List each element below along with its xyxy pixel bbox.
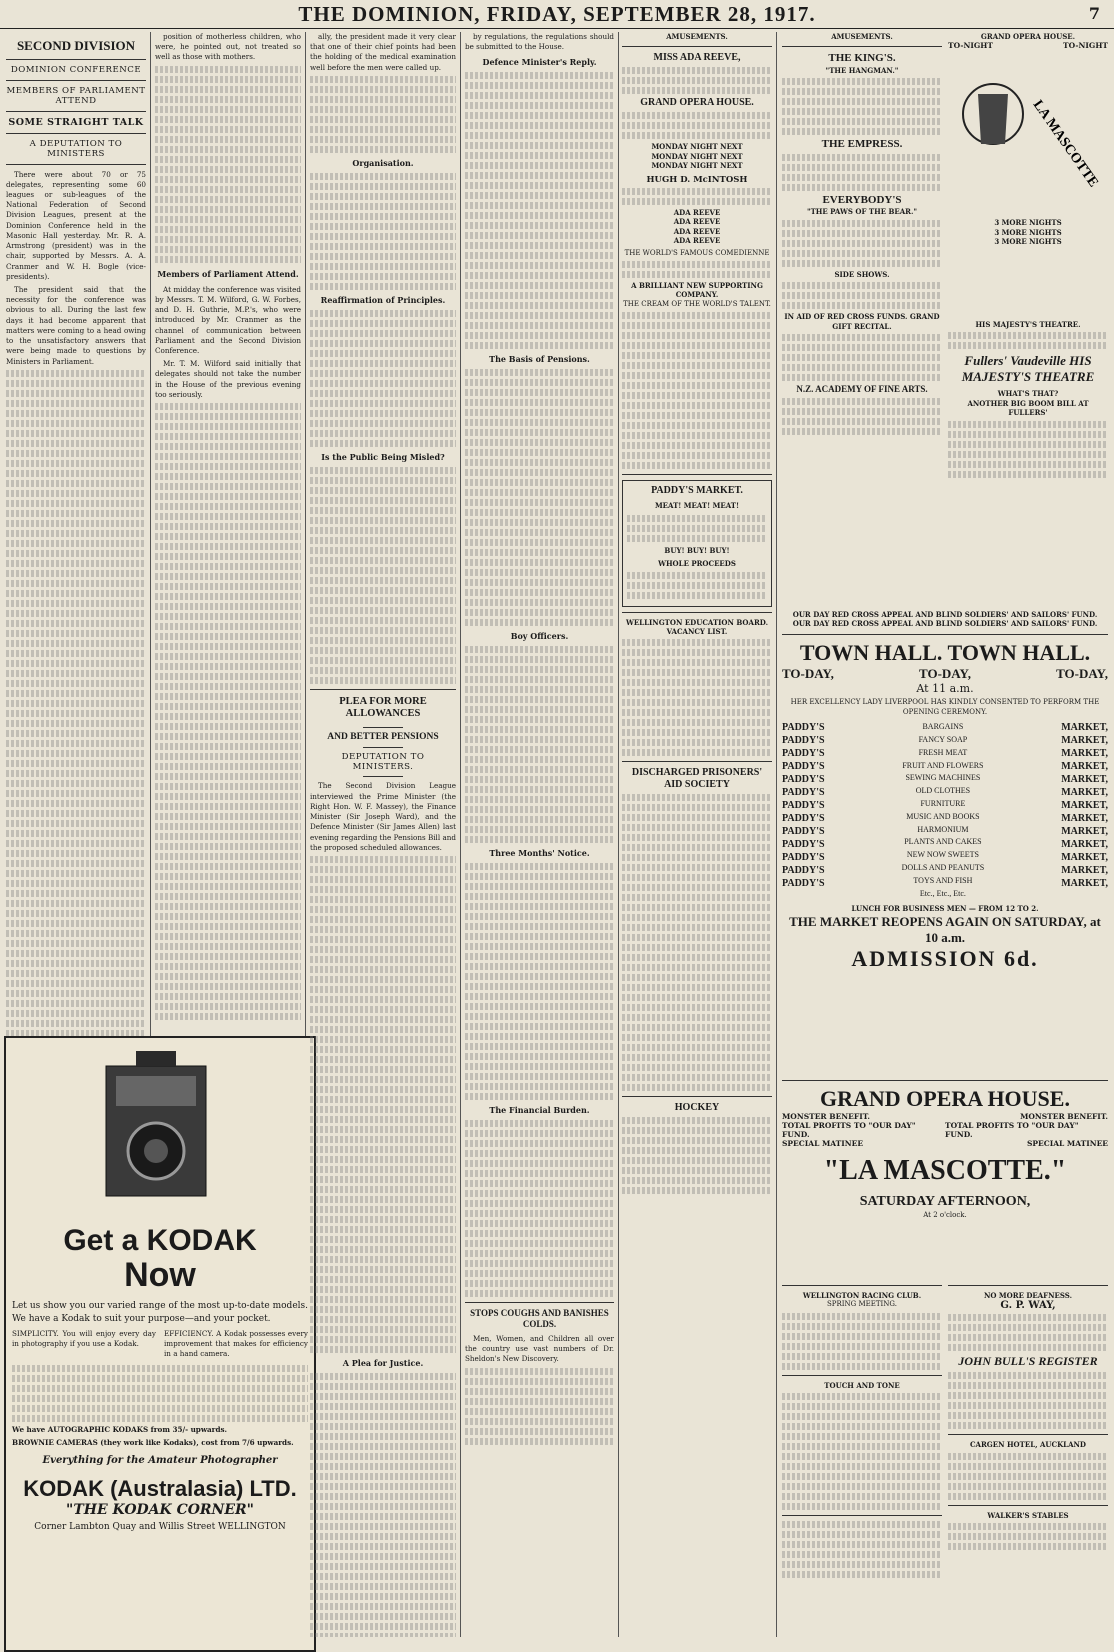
market-label: MARKET, [1061,878,1108,890]
kodak-corner: "THE KODAK CORNER" [66,1501,254,1518]
column-rule [776,32,777,1637]
article-paragraph: The president said that the necessity for the conference was obvious to all. During the last few days it had become apparent that matters were coming to a head owing to the unsatisfactory answers that were being made to questions by Ministers in Parliament. [6,285,146,366]
ad-line: TOTAL PROFITS TO "OUR DAY" FUND. [782,1121,916,1140]
paddys-market-list [782,721,1108,900]
ad-line: At 2 o'clock. [923,1210,967,1219]
ad-line: IN AID OF RED CROSS FUNDS. GRAND GIFT RECITAL. [784,312,940,331]
town-hall-title: TOWN HALL. TOWN HALL. [799,639,1091,665]
market-label: MARKET, [1061,800,1108,812]
goods-item: PLANTS AND CAKES [904,837,982,847]
goods-item: TOYS AND FISH [913,875,973,885]
paddys-label: PADDY'S [782,735,825,747]
paddys-label: PADDY'S [782,839,825,851]
ad-line: BUY! BUY! BUY! [664,545,730,555]
article-body-text [6,370,146,1047]
paddys-label: PADDY'S [782,878,825,890]
ad-line: ADA REEVE [673,217,721,227]
article-subhead: Boy Officers. [510,631,569,642]
article-subhead: DEPUTATION TO MINISTERS. [341,752,425,773]
ad-headline: DISCHARGED PRISONERS' AID SOCIETY [631,767,763,791]
article-subhead: Members of Parliament Attend. [157,268,299,279]
town-hall-ad [782,610,1108,1070]
ad-line: 3 MORE NIGHTS [994,218,1062,228]
today-label: TO-DAY, [1056,666,1108,682]
ad-line: SPECIAL MATINEE [1026,1139,1108,1149]
article-subhead: A Plea for Justice. [342,1357,424,1368]
ad-headline: THE KING'S. [828,52,896,65]
ad-headline: N.Z. ACADEMY OF FINE ARTS. [796,384,928,395]
ad-line: WHAT'S THAT? [997,389,1059,399]
market-label: MARKET, [1061,839,1108,851]
article-body-text [155,403,301,1022]
today-label: TO-DAY, [782,666,834,682]
article-subhead: DOMINION CONFERENCE [10,64,142,75]
column-4 [465,32,614,1637]
goods-item: BARGAINS [922,722,964,732]
ad-line: ADA REEVE [673,207,721,217]
ad-line: TOTAL PROFITS TO "OUR DAY" FUND. [945,1121,1079,1140]
goods-column [902,721,985,900]
ad-headline: GRAND OPERA HOUSE. [980,32,1076,41]
market-label: MARKET, [1061,826,1108,838]
ad-line: "THE HANGMAN." [825,65,899,75]
goods-item: FURNITURE [920,798,966,808]
column-rule [460,32,461,1637]
paddys-label: PADDY'S [782,800,825,812]
market-label: MARKET, [1061,761,1108,773]
saturday-afternoon: SATURDAY AFTERNOON, [859,1193,1031,1209]
kodak-body-text [12,1365,308,1422]
ad-line: WHOLE PROCEEDS [658,559,736,569]
market-column [1061,721,1108,900]
paddys-label: PADDY'S [782,865,825,877]
column-5 [622,32,772,1637]
article-subhead: AND BETTER PENSIONS [327,732,439,743]
market-label: MARKET, [1061,813,1108,825]
ad-headline: NO MORE DEAFNESS. [983,1291,1073,1300]
paddys-label: PADDY'S [782,761,825,773]
majesty-ad [948,320,1108,560]
masthead [0,0,1114,29]
goods-item: FANCY SOAP [918,734,968,744]
ad-line: THE WORLD'S FAMOUS COMEDIENNE [624,248,770,257]
ad-line: MONDAY NIGHT NEXT [651,142,743,152]
market-label: MARKET, [1061,865,1108,877]
ad-headline: HIS MAJESTY'S THEATRE. [975,320,1081,329]
goods-item: HARMONIUM [917,824,969,834]
ad-line: ADA REEVE [673,236,721,246]
column-rule [618,32,619,1637]
ad-headline: CARGEN HOTEL, AUCKLAND [969,1440,1087,1450]
paddys-label: PADDY'S [782,774,825,786]
ad-line: HUGH D. McINTOSH [646,174,748,185]
market-label: MARKET, [1061,735,1108,747]
time-label: At 11 a.m. [916,682,974,696]
section-label: AMUSEMENTS. [666,32,728,41]
ad-headline: WALKER'S STABLES [987,1510,1069,1520]
ad-line: "THE PAWS OF THE BEAR." [806,207,918,217]
kodak-headline: Get a KODAK [63,1224,257,1257]
market-label: MARKET, [1061,852,1108,864]
ad-headline: MISS ADA REEVE, [653,52,741,64]
article-paragraph: ally, the president made it very clear that one of their chief points had been the holding of the medical examination well before the men were called up. [310,32,456,72]
kodak-company: KODAK (Australasia) LTD. [23,1475,297,1501]
goods-item: OLD CLOTHES [915,786,971,796]
ad-line: SIDE SHOWS. [834,269,890,279]
goods-item: MUSIC AND BOOKS [906,811,980,821]
today-label: TO-DAY, [919,666,971,682]
ad-headline: WELLINGTON RACING CLUB. [802,1291,922,1300]
bottom-right-col-b [948,1280,1108,1640]
column-6 [782,32,942,632]
stops-coughs-headline: STOPS COUGHS AND BANISHES COLDS. [470,1308,609,1330]
column-3 [310,32,456,1637]
kodak-price: We have AUTOGRAPHIC KODAKS from 35/- upwards. [12,1425,228,1435]
goods-item: SEWING MACHINES [905,773,981,783]
paddys-label: PADDY'S [782,787,825,799]
paddys-label: PADDY'S [782,748,825,760]
ad-headline: HOCKEY [674,1102,720,1114]
ad-line: MEAT! MEAT! MEAT! [654,501,740,511]
ad-line: SPECIAL MATINEE [782,1139,864,1149]
admission-line: ADMISSION 6d. [851,945,1039,971]
market-label: MARKET, [1061,748,1108,760]
paddys-label: PADDY'S [782,852,825,864]
paddys-column [782,721,825,900]
kodak-address: Corner Lambton Quay and Willis Street WELLINGTON [34,1521,286,1532]
goods-item: FRUIT AND FLOWERS [902,760,984,770]
ad-line: SPRING MEETING. [827,1300,897,1309]
ad-line: TO-NIGHT [948,41,993,51]
masthead-title: THE DOMINION, FRIDAY, SEPTEMBER 28, 1917. [298,2,816,26]
article-subhead: A DEPUTATION TO MINISTERS [29,138,123,159]
kodak-advertisement [4,1036,316,1652]
paddys-label: PADDY'S [782,722,825,734]
article-paragraph: position of motherless children, who were, he pointed out, not treated so well as those with mothers. [155,32,301,62]
fullers-logo: Fullers' Vaudeville HIS MAJESTY'S THEATRE [961,353,1095,385]
goods-item: DOLLS AND PEANUTS [901,862,985,872]
column-8-top [1030,32,1108,332]
camera-illustration-icon [96,1046,216,1216]
bottom-right-col-a [782,1280,942,1640]
article-subhead: Defence Minister's Reply. [482,57,597,68]
ad-line: 3 MORE NIGHTS [994,227,1062,237]
ad-line: MONSTER BENEFIT. [1020,1112,1108,1122]
article-subhead: Three Months' Notice. [489,848,590,859]
goods-item: FRESH MEAT [918,747,968,757]
la-mascotte-title: "LA MASCOTTE." [823,1155,1067,1187]
ad-line: MONSTER BENEFIT. [782,1112,870,1122]
article-paragraph: There were about 70 or 75 delegates, representing some 60 leagues or sub-leagues of the National Federation of Second Division Leagues, present at the Dominion Conference held in the Masonic Hall yesterday. Mr. R. A. Armstrong (president) was in the chair, supported by Messrs. A. A. Cranmer and W. H. Bogle (vice-presidents). [6,169,146,281]
grand-opera-title: GRAND OPERA HOUSE. [820,1086,1070,1111]
paddys-label: PADDY'S [782,813,825,825]
ad-headline: TOUCH AND TONE [824,1380,900,1390]
article-headline: PLEA FOR MORE ALLOWANCES [339,695,427,720]
ad-line: ANOTHER BIG BOOM BILL AT FULLERS' [967,398,1089,418]
our-day-banner: OUR DAY RED CROSS APPEAL AND BLIND SOLDIERS' AND SAILORS' FUND. [792,610,1098,619]
ad-headline: WELLINGTON EDUCATION BOARD. VACANCY LIST. [625,617,769,636]
ad-line: THE CREAM OF THE WORLD'S TALENT. [623,299,771,308]
column-2 [155,32,301,1022]
article-subhead: Is the Public Being Misled? [321,451,445,462]
kodak-headline-now: Now [124,1256,196,1294]
article-headline: SECOND DIVISION [16,38,136,53]
la-mascotte-label: LA MASCOTTE [1029,98,1101,191]
article-paragraph: At midday the conference was visited by Messrs. T. M. Wilford, G. W. Forbes, and D. H. Guthrie, M.P.'s, who were introduced by Mr. Cranmer as the channel of communication between Parliament and the Second Division Conference. [155,284,301,355]
article-paragraph: The Second Division League interviewed the Prime Minister (the Right Hon. W. F. Massey), the Finance Minister (Sir Joseph Ward), and the Defence Minister (Sir James Allen) last evening regarding the Pensions Bill and the proposed scheduled allowances. [310,781,456,852]
ad-line: MONDAY NIGHT NEXT [651,161,743,171]
article-subhead: MEMBERS OF PARLIAMENT ATTEND [6,85,146,106]
stops-coughs-copy: Men, Women, and Children all over the country use vast numbers of Dr. Sheldon's New Discovery. [465,1334,614,1364]
article-subhead: The Basis of Pensions. [489,354,590,365]
article-subhead: SOME STRAIGHT TALK [8,116,144,128]
lunch-line: LUNCH FOR BUSINESS MEN — FROM 12 TO 2. [851,904,1039,914]
opening-ceremony: HER EXCELLENCY LADY LIVERPOOL HAS KINDLY CONSENTED TO PERFORM THE OPENING CEREMONY. [790,698,1100,716]
article-paragraph: Mr. T. M. Wilford said initially that delegates should not take the number in the House of the previous evening too seriously. [155,359,301,399]
ad-headline: EVERYBODY'S [822,194,902,207]
article-body-text [155,66,301,263]
kodak-brownie: BROWNIE CAMERAS (they work like Kodaks), cost from 7/6 upwards. [12,1438,294,1448]
article-subhead: The Financial Burden. [489,1105,590,1116]
goods-item: Etc., Etc., Etc. [919,888,966,898]
ad-headline: THE EMPRESS. [821,138,903,151]
article-subhead: Reaffirmation of Principles. [320,294,446,305]
market-label: MARKET, [1061,774,1108,786]
article-paragraph: by regulations, the regulations should be submitted to the House. [465,32,614,52]
grand-opera-ad [782,1075,1108,1275]
kodak-copy: Let us show you our varied range of the most up-to-date models. We have a Kodak to suit your purpose—and your pocket. [12,1301,308,1324]
goods-item: NEW NOW SWEETS [906,850,979,860]
market-label: MARKET, [1061,787,1108,799]
ad-line: A BRILLIANT NEW SUPPORTING COMPANY. [631,280,763,300]
page-number: 7 [1088,4,1100,23]
ad-line: 3 MORE NIGHTS [994,237,1062,247]
ad-line: MONDAY NIGHT NEXT [651,151,743,161]
kodak-everything: Everything for the Amateur Photographer [42,1454,278,1466]
ad-line: ADA REEVE [673,226,721,236]
kodak-simplicity: SIMPLICITY. You will enjoy every day in photography if you use a Kodak. [12,1328,156,1348]
our-day-banner: OUR DAY RED CROSS APPEAL AND BLIND SOLDIERS' AND SAILORS' FUND. [792,619,1098,629]
kodak-efficiency: EFFICIENCY. A Kodak possesses every improvement that makes for efficiency in a hand camera. [164,1328,308,1358]
ad-headline: GRAND OPERA HOUSE. [640,97,754,109]
ad-headline: PADDY'S MARKET. [651,485,743,497]
market-label: MARKET, [1061,722,1108,734]
paddys-label: PADDY'S [782,826,825,838]
section-label: AMUSEMENTS. [831,32,893,41]
reopens-line: THE MARKET REOPENS AGAIN ON SATURDAY, at 10 a.m. [789,913,1101,945]
john-bull-register: JOHN BULL'S REGISTER [958,1354,1098,1369]
article-subhead: Organisation. [352,157,414,168]
ad-line: TO-NIGHT [1063,41,1108,51]
ad-line: G. P. WAY, [1000,1300,1056,1312]
